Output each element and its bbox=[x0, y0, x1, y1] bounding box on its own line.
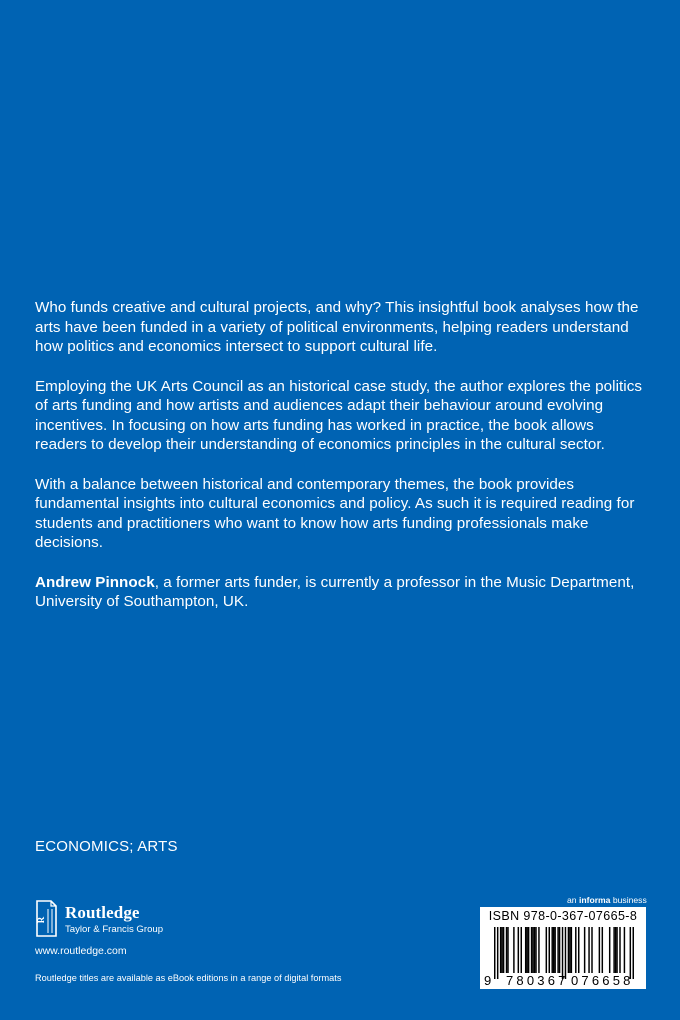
barcode-bar bbox=[616, 927, 617, 973]
barcode-bar bbox=[535, 927, 536, 973]
svg-text:R: R bbox=[36, 916, 46, 924]
barcode-bar bbox=[513, 927, 514, 973]
publisher-group: Taylor & Francis Group bbox=[65, 924, 164, 935]
informa-prefix: an bbox=[567, 895, 579, 905]
barcode-bar bbox=[624, 927, 625, 973]
barcode-bar bbox=[507, 927, 508, 973]
barcode-bar bbox=[571, 927, 572, 973]
barcode-bar bbox=[501, 927, 502, 973]
barcode-bar bbox=[568, 927, 569, 973]
blurb-paragraph-1: Who funds creative and cultural projects, and why? This insightful book analyses how the arts have been funded in a variety of political environments, helping readers understand how politics and economics intersect to support cultural life. bbox=[35, 299, 639, 355]
isbn-barcode bbox=[480, 907, 646, 989]
back-cover-blurb bbox=[35, 298, 647, 632]
blurb-paragraph-3: With a balance between historical and contemporary themes, the book provides fundamental insights into cultural economics and policy. As such it is required reading for students and practitioners who want to know how arts funding professionals make decisions. bbox=[35, 475, 635, 551]
barcode-bar bbox=[630, 927, 631, 979]
barcode-bar bbox=[531, 927, 532, 973]
barcode-bar bbox=[553, 927, 554, 973]
barcode-bar bbox=[562, 927, 563, 979]
subject-category: ECONOMICS; ARTS bbox=[35, 838, 178, 855]
barcode-bar bbox=[615, 927, 616, 973]
barcode-bar bbox=[503, 927, 504, 973]
barcode-left-digits: 780367 bbox=[506, 973, 569, 988]
author-bio-text: , a former arts funder, is currently a professor in the Music Department, University of Southampton, UK. bbox=[35, 573, 635, 610]
barcode-bar bbox=[538, 927, 539, 973]
barcode-bar bbox=[549, 927, 550, 973]
barcode-digits bbox=[484, 973, 644, 989]
barcode-bar bbox=[546, 927, 547, 973]
barcode-right-digits: 076658 bbox=[571, 973, 634, 988]
informa-brand: informa bbox=[578, 895, 611, 905]
barcode-bar bbox=[526, 927, 527, 973]
barcode-bar bbox=[569, 927, 570, 973]
routledge-logo-icon bbox=[35, 900, 59, 937]
barcode-bar bbox=[532, 927, 533, 973]
author-bio bbox=[35, 573, 647, 612]
ebook-note: Routledge titles are available as eBook editions in a range of digital formats bbox=[35, 973, 342, 983]
barcode-bar bbox=[551, 927, 552, 973]
informa-business-tag bbox=[567, 895, 647, 905]
barcode-bar bbox=[575, 927, 576, 973]
barcode-bar bbox=[559, 927, 560, 973]
isbn-number: ISBN 978-0-367-07665-8 bbox=[488, 909, 638, 923]
barcode-bar bbox=[518, 927, 519, 973]
barcode-bar bbox=[500, 927, 501, 973]
barcode-bar bbox=[578, 927, 579, 973]
barcode-bar bbox=[613, 927, 614, 973]
blurb-paragraph-2: Employing the UK Arts Council as an historical case study, the author explores the politics of arts funding and how artists and audiences adapt their behaviour around evolving incentives. In focusing on how arts funding has worked in practice, the book allows readers to develop their understanding of economics principles in the cultural sector. bbox=[35, 377, 643, 453]
barcode-bar bbox=[534, 927, 535, 973]
barcode-bar bbox=[506, 927, 507, 973]
barcode-bar bbox=[609, 927, 610, 973]
barcode-bar bbox=[525, 927, 526, 973]
barcode-bar bbox=[584, 927, 585, 973]
author-name: Andrew Pinnock bbox=[35, 573, 155, 591]
publisher-name: Routledge bbox=[65, 903, 140, 922]
informa-suffix: business bbox=[610, 895, 647, 905]
barcode-bar bbox=[565, 927, 566, 979]
publisher-website[interactable]: www.routledge.com bbox=[35, 945, 127, 957]
barcode-bar bbox=[528, 927, 529, 973]
barcode-bar bbox=[588, 927, 589, 973]
publisher-logo bbox=[35, 900, 185, 940]
barcode-bars bbox=[494, 927, 634, 979]
barcode-bar bbox=[557, 927, 558, 973]
barcode-bar bbox=[554, 927, 555, 973]
barcode-bar bbox=[633, 927, 634, 979]
barcode-bar bbox=[494, 927, 495, 979]
barcode-lead-digit: 9 bbox=[484, 973, 492, 988]
barcode-bar bbox=[497, 927, 498, 979]
barcode-bar bbox=[599, 927, 600, 973]
barcode-bar bbox=[619, 927, 620, 973]
barcode-bar bbox=[602, 927, 603, 973]
barcode-bar bbox=[591, 927, 592, 973]
barcode-bar bbox=[521, 927, 522, 973]
